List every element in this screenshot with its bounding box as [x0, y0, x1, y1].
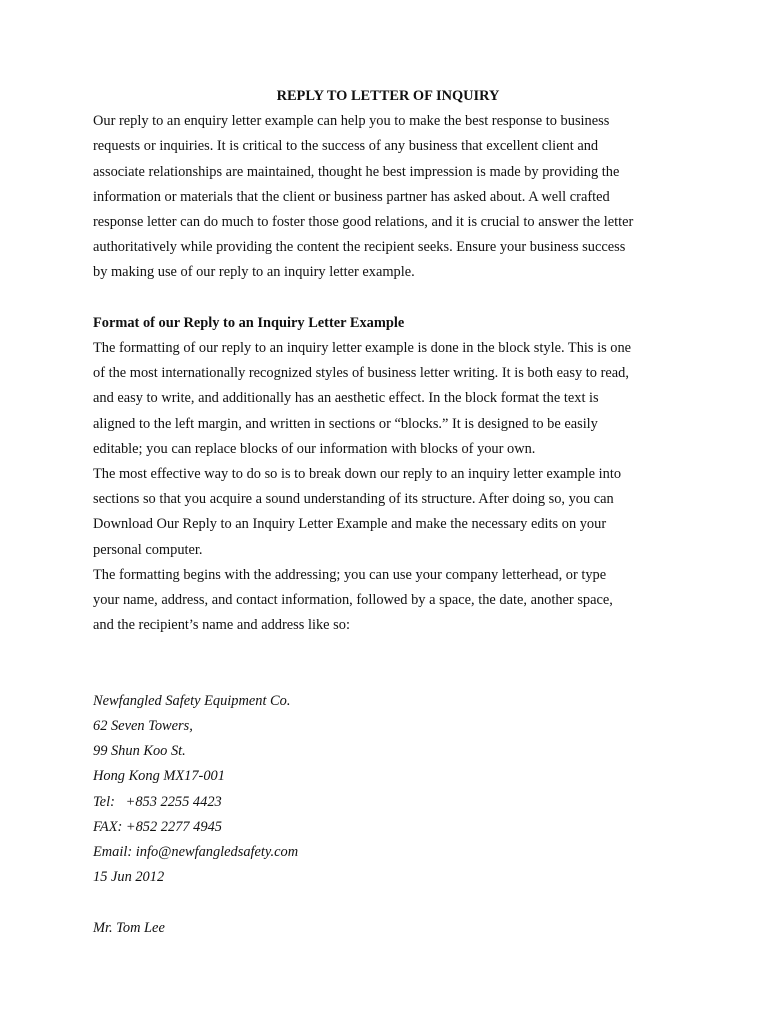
breakdown-line: The most effective way to do so is to break down our reply to an inquiry letter example into — [93, 466, 622, 483]
spacer — [93, 286, 683, 311]
sender-email: Email: info@newfangledsafety.com — [93, 844, 299, 861]
format-line: aligned to the left margin, and written in sections or “blocks.” It is designed to be easily — [93, 415, 598, 432]
sender-address-line: 99 Shun Koo St. — [93, 743, 186, 760]
intro-line: by making use of our reply to an inquiry letter example. — [93, 264, 415, 281]
intro-line: response letter can do much to foster those good relations, and it is crucial to answer the letter — [93, 214, 634, 230]
sender-company: Newfangled Safety Equipment Co. — [93, 692, 291, 709]
breakdown-line: Download Our Reply to an Inquiry Letter Example and make the necessary edits on your — [93, 516, 607, 533]
document-title: REPLY TO LETTER OF INQUIRY — [276, 88, 500, 104]
format-paragraph — [93, 336, 683, 462]
format-line: and easy to write, and additionally has an aesthetic effect. In the block format the text is — [93, 390, 599, 407]
letter-date: 15 Jun 2012 — [93, 869, 165, 886]
sender-address-line: Hong Kong MX17-001 — [93, 768, 225, 785]
intro-line: authoritatively while providing the content the recipient seeks. Ensure your business success — [93, 239, 626, 256]
sender-tel: Tel: +853 2255 4423 — [93, 793, 222, 810]
intro-line: Our reply to an enquiry letter example can help you to make the best response to business — [93, 113, 610, 130]
sender-address-line: 62 Seven Towers, — [93, 718, 193, 735]
intro-line: requests or inquiries. It is critical to the success of any business that excellent client and — [93, 138, 599, 155]
recipient-name: Mr. Tom Lee — [93, 919, 165, 936]
addressing-line: your name, address, and contact information, followed by a space, the date, another space, — [93, 592, 613, 609]
addressing-line: and the recipient’s name and address like so: — [93, 617, 350, 634]
addressing-paragraph — [93, 563, 683, 639]
spacer — [93, 890, 683, 915]
format-line: The formatting of our reply to an inquiry letter example is done in the block style. This is one — [93, 340, 632, 356]
intro-line: associate relationships are maintained, thought he best impression is made by providing the — [93, 163, 620, 180]
intro-line: information or materials that the client or business partner has asked about. A well crafted — [93, 188, 610, 205]
breakdown-paragraph — [93, 462, 683, 563]
format-line: editable; you can replace blocks of our information with blocks of your own. — [93, 440, 536, 457]
format-line: of the most internationally recognized styles of business letter writing. It is both easy to read, — [93, 365, 629, 382]
intro-paragraph — [93, 109, 683, 285]
section-heading: Format of our Reply to an Inquiry Letter Example — [93, 314, 405, 331]
recipient-block — [93, 916, 683, 941]
sender-fax: FAX: +852 2277 4945 — [93, 818, 222, 835]
sender-address-block — [93, 689, 683, 891]
spacer — [93, 638, 683, 688]
breakdown-line: sections so that you acquire a sound understanding of its structure. After doing so, you can — [93, 491, 614, 508]
document-body — [93, 84, 683, 941]
addressing-line: The formatting begins with the addressing; you can use your company letterhead, or type — [93, 566, 607, 583]
breakdown-line: personal computer. — [93, 541, 203, 558]
